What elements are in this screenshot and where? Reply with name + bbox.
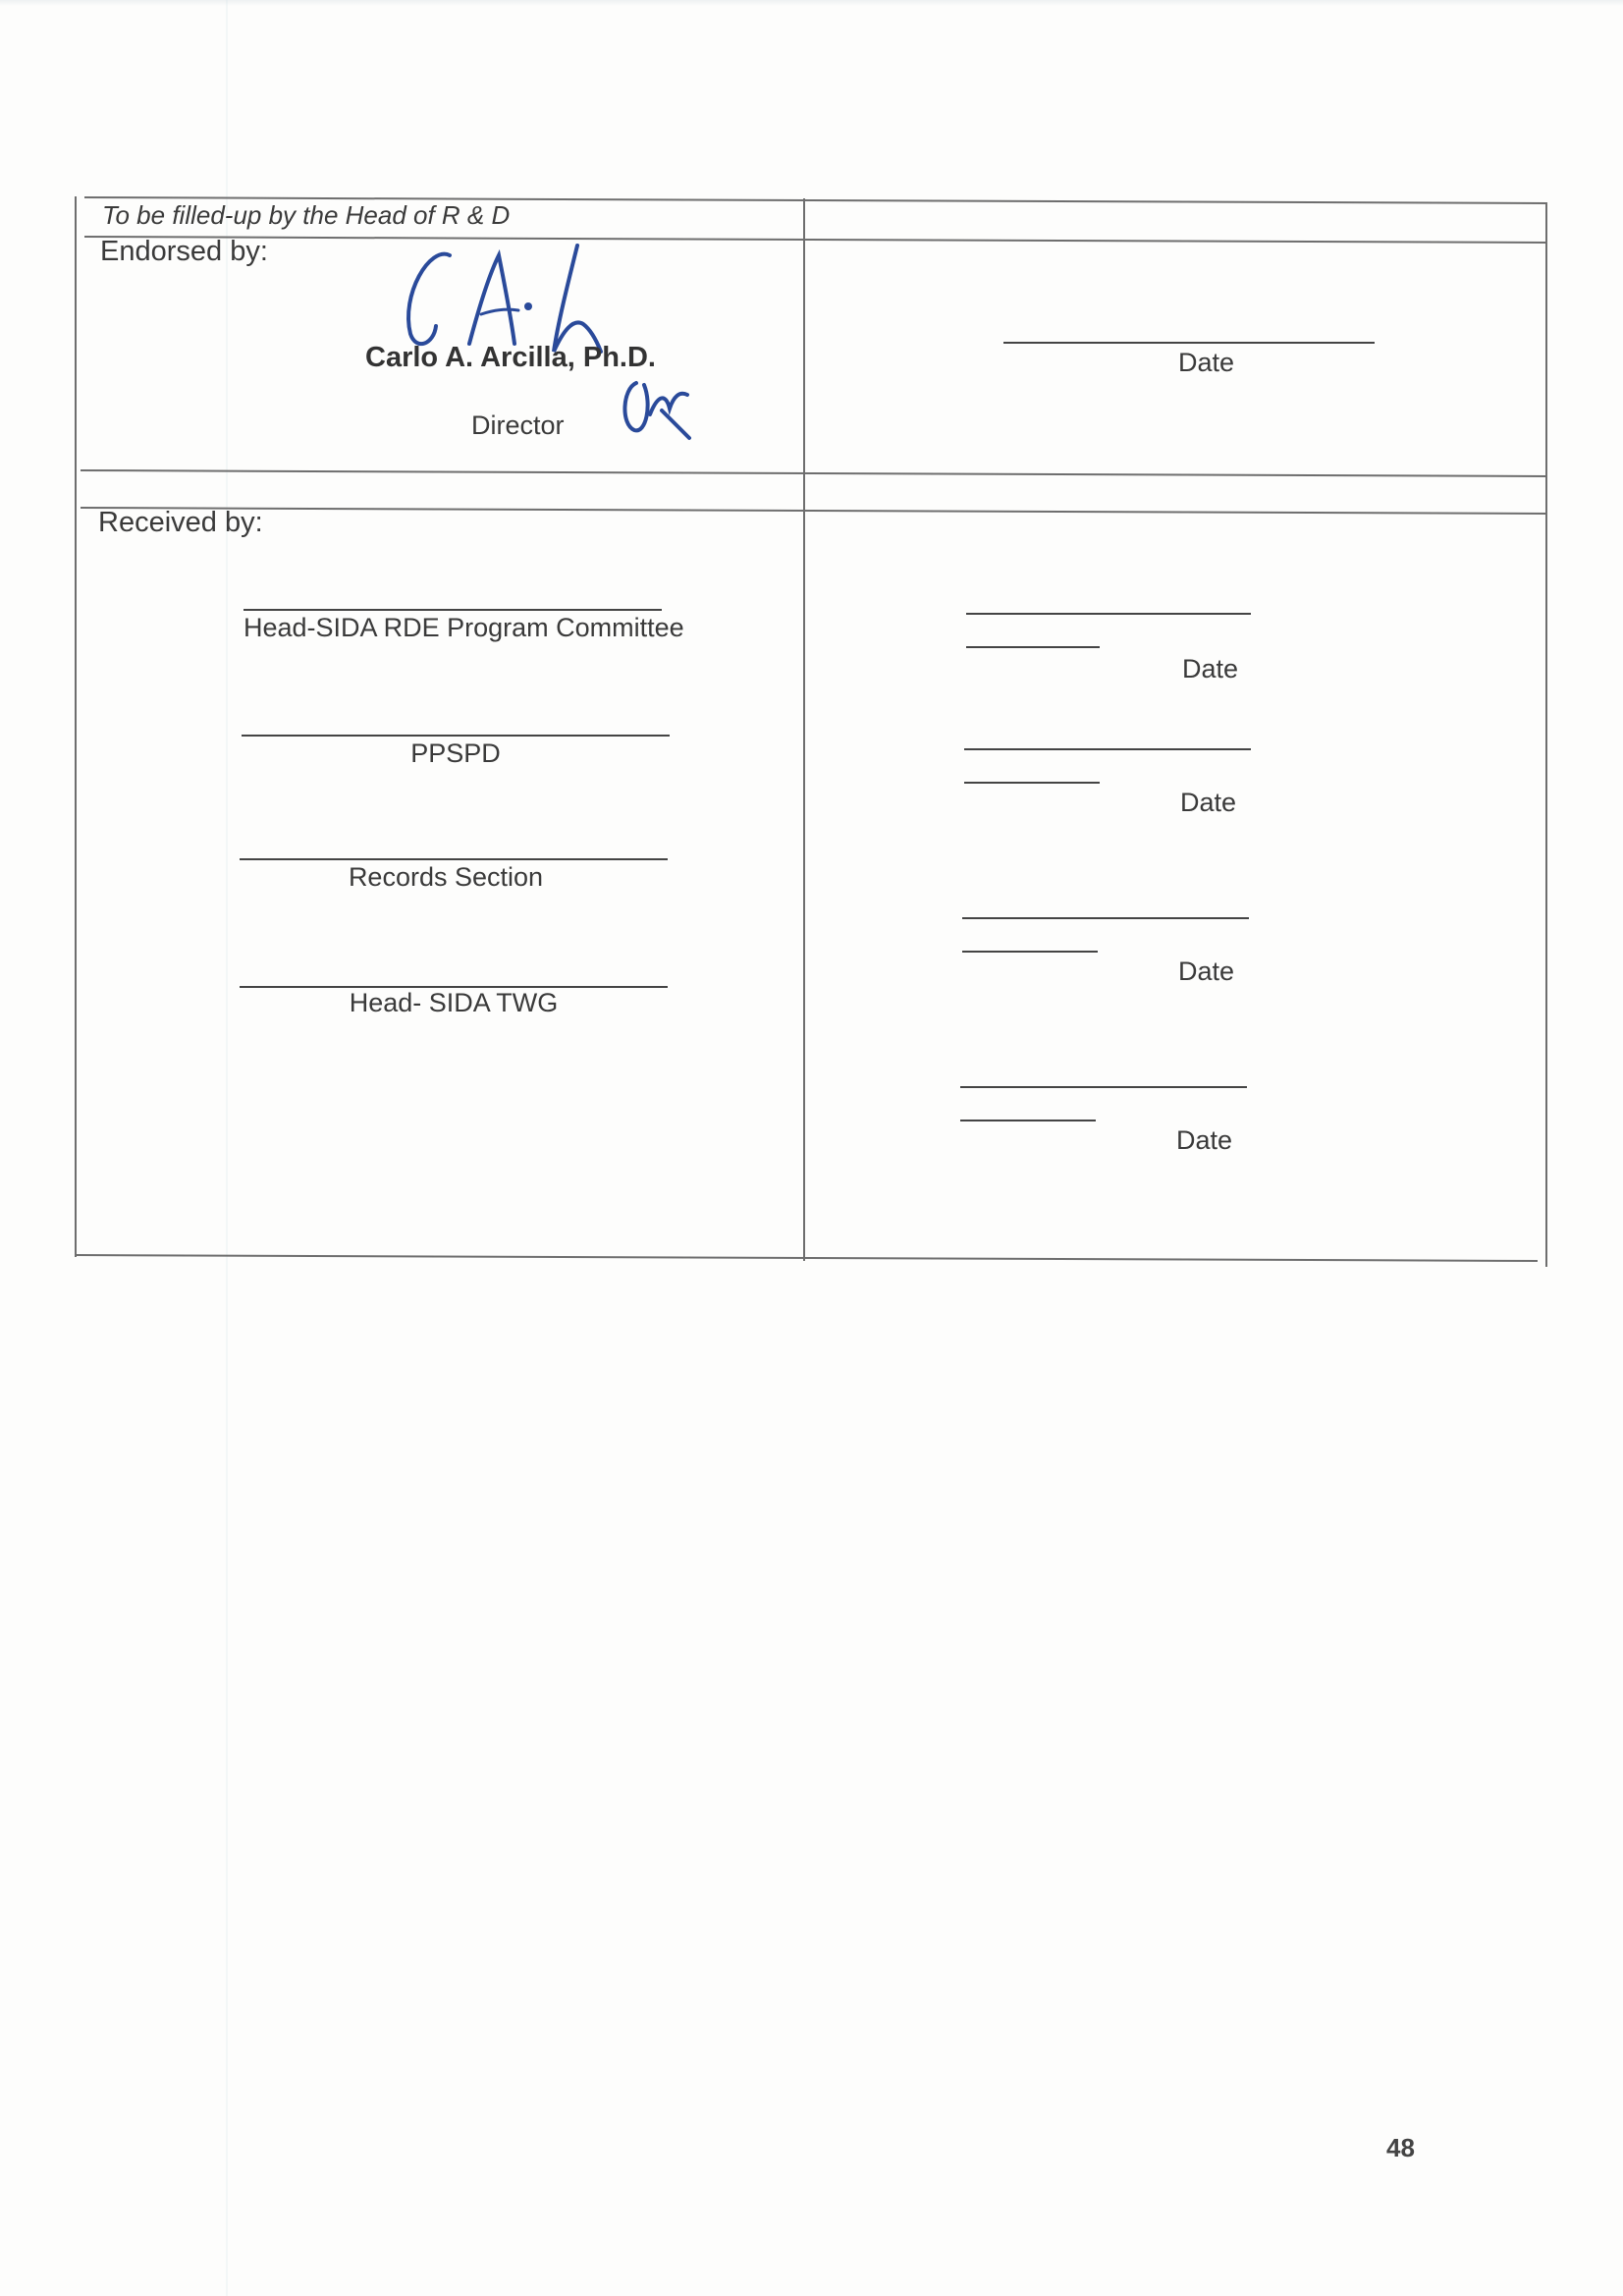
endorser-name: Carlo A. Arcilla, Ph.D. [365,342,656,373]
page-top-edge [0,0,1623,6]
signatory-line [243,609,662,611]
date-label: Date [1182,654,1239,683]
form-instruction-note: To be filled-up by the Head of R & D [102,200,511,230]
endorsed-date-label: Date [1178,348,1235,377]
signatory-title: Head-SIDA RDE Program Committee [243,613,684,642]
date-line [962,917,1249,919]
table-border-left [75,196,77,1257]
date-label: Date [1178,957,1235,986]
received-by-label: Received by: [98,507,263,538]
table-border-bottom [75,1254,1538,1262]
date-line [964,748,1251,750]
date-line-short [964,782,1100,784]
table-row-line-3 [81,507,1547,515]
page-number: 48 [1386,2133,1415,2162]
date-label: Date [1176,1125,1233,1155]
table-divider-middle [803,198,805,1261]
signatory-title: PPSPD [410,738,501,768]
date-label: Date [1180,788,1237,817]
initials-mark [619,375,697,444]
scan-fold-line [226,0,228,2296]
table-border-right [1545,204,1547,1267]
signatory-title: Head- SIDA TWG [349,988,559,1017]
date-line [960,1086,1247,1088]
endorsed-by-label: Endorsed by: [100,236,268,267]
date-line-short [966,646,1100,648]
signatory-title: Records Section [348,862,544,892]
signatory-line [240,858,668,860]
endorser-position: Director [471,410,565,440]
date-line [966,613,1251,615]
date-line-short [960,1120,1096,1121]
signatory-line [242,735,670,737]
date-line-short [962,951,1098,953]
table-row-line-2 [81,469,1547,477]
table-row-line-1 [84,236,1547,244]
endorsed-date-line [1003,342,1375,344]
